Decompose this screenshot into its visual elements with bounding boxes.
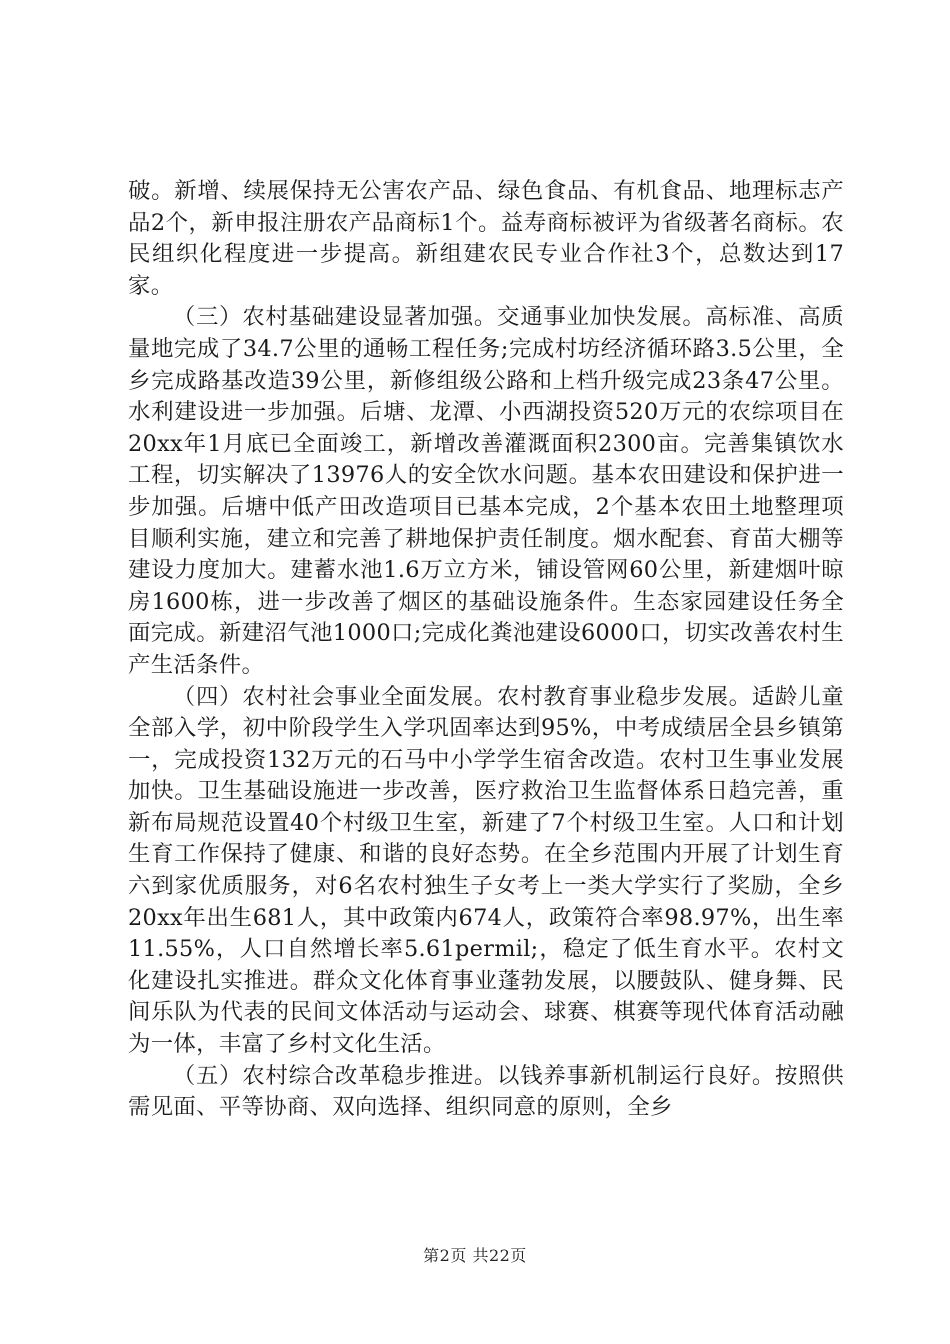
paragraph-continuation: 破。新增、续展保持无公害农产品、绿色食品、有机食品、地理标志产品2个，新申报注册农产品商标1个。益寿商标被评为省级著名商标。农民组织化程度进一步提高。新组建农民专业合作社3个，总数达到17家。 [128, 178, 844, 299]
paragraph-section-5: （五）农村综合改革稳步推进。以钱养事新机制运行良好。按照供需见面、平等协商、双向选择、组织同意的原则，全乡 [128, 1062, 844, 1121]
page-number-footer: 第2页 共22页 [423, 1246, 527, 1265]
document-body [128, 176, 844, 1124]
paragraph-section-4: （四）农村社会事业全面发展。农村教育事业稳步发展。适龄儿童全部入学，初中阶段学生入学巩固率达到95%，中考成绩居全县乡镇第一，完成投资132万元的石马中小学学生宿舍改造。农村卫生事业发展加快。卫生基础设施进一步改善，医疗救治卫生监督体系日趋完善，重新布局规范设置40个村级卫生室，新建了7个村级卫生室。人口和计划生育工作保持了健康、和谐的良好态势。在全乡范围内开展了计划生育六到家优质服务，对6名农村独生子女考上一类大学实行了奖励，全乡20xx年出生681人，其中政策内674人，政策符合率98.97%，出生率11.55%，人口自然增长率5.61permil;，稳定了低生育水平。农村文化建设扎实推进。群众文化体育事业蓬勃发展，以腰鼓队、健身舞、民间乐队为代表的民间文体活动与运动会、球赛、棋赛等现代体育活动融为一体，丰富了乡村文化生活。 [128, 683, 844, 1058]
paragraph-section-3: （三）农村基础建设显著加强。交通事业加快发展。高标准、高质量地完成了34.7公里的通畅工程任务;完成村坊经济循环路3.5公里，全乡完成路基改造39公里，新修组级公路和上档升级完成23条47公里。水利建设进一步加强。后塘、龙潭、小西湖投资520万元的农综项目在20xx年1月底已全面竣工，新增改善灌溉面积2300亩。完善集镇饮水工程，切实解决了13976人的安全饮水问题。基本农田建设和保护进一步加强。后塘中低产田改造项目已基本完成，2个基本农田土地整理项目顺利实施，建立和完善了耕地保护责任制度。烟水配套、育苗大棚等建设力度加大。建蓄水池1.6万立方米，铺设管网60公里，新建烟叶晾房1600栋，进一步改善了烟区的基础设施条件。生态家园建设任务全面完成。新建沼气池1000口;完成化粪池建设6000口，切实改善农村生产生活条件。 [128, 304, 844, 678]
